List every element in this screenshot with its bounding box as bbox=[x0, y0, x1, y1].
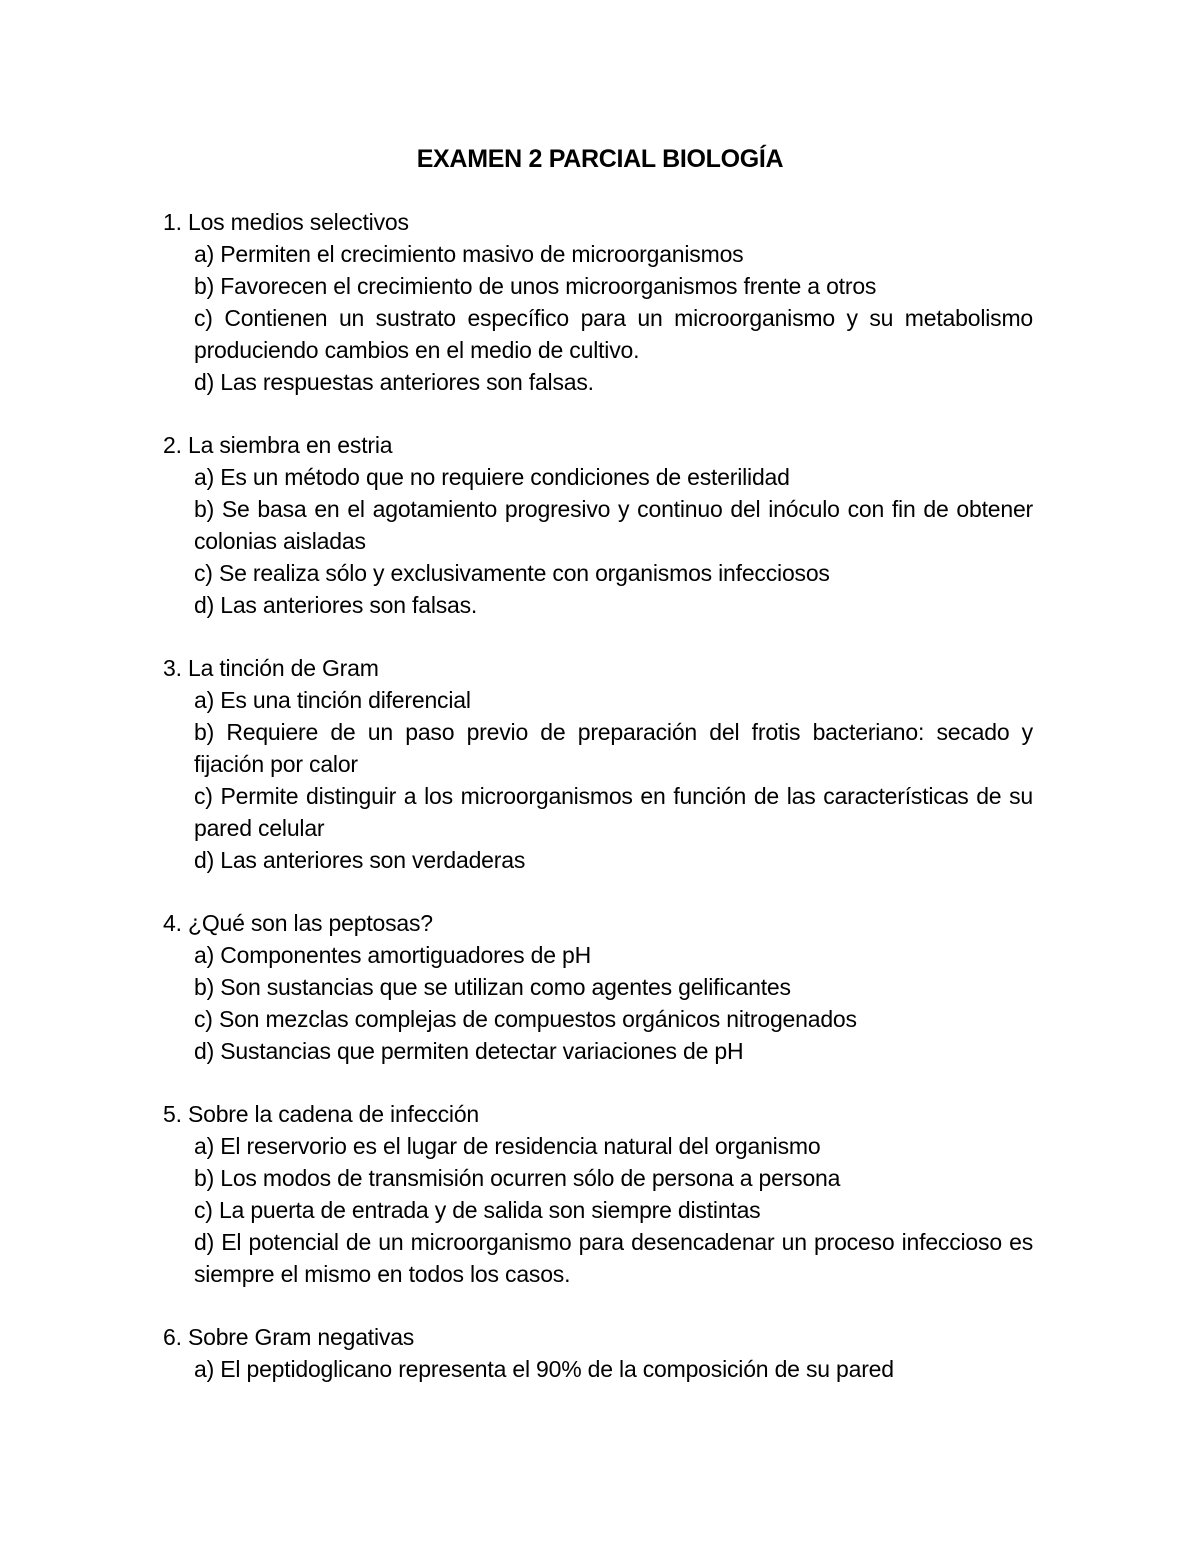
question-5 bbox=[163, 1098, 1033, 1290]
option-d: d) Las respuestas anteriores son falsas. bbox=[194, 369, 594, 395]
option-a: a) Es una tinción diferencial bbox=[194, 687, 471, 713]
option-d: d) Las anteriores son verdaderas bbox=[194, 847, 526, 873]
question-stem: 4. ¿Qué son las peptosas? bbox=[163, 910, 433, 936]
option-b: b) Requiere de un paso previo de preparación del frotis bacteriano: secado y fijación por calor bbox=[194, 719, 1033, 777]
option-list bbox=[163, 1130, 1033, 1290]
question-stem: 6. Sobre Gram negativas bbox=[163, 1324, 415, 1350]
question-stem: 5. Sobre la cadena de infección bbox=[163, 1101, 480, 1127]
option-d: d) Las anteriores son falsas. bbox=[194, 592, 478, 618]
option-b: b) Los modos de transmisión ocurren sólo de persona a persona bbox=[194, 1165, 841, 1191]
option-c: c) La puerta de entrada y de salida son siempre distintas bbox=[194, 1197, 761, 1223]
question-3 bbox=[163, 652, 1033, 876]
page-title: EXAMEN 2 PARCIAL BIOLOGÍA bbox=[416, 145, 784, 173]
option-b: b) Se basa en el agotamiento progresivo y continuo del inóculo con fin de obtener colonias aisladas bbox=[194, 496, 1033, 554]
option-c: c) Se realiza sólo y exclusivamente con organismos infecciosos bbox=[194, 560, 830, 586]
question-stem: 2. La siembra en estria bbox=[163, 432, 393, 458]
option-list bbox=[163, 1353, 1033, 1385]
option-a: a) Permiten el crecimiento masivo de microorganismos bbox=[194, 241, 744, 267]
option-b: b) Favorecen el crecimiento de unos microorganismos frente a otros bbox=[194, 273, 877, 299]
question-list bbox=[163, 206, 1033, 1416]
option-list bbox=[163, 238, 1033, 398]
option-a: a) El reservorio es el lugar de residencia natural del organismo bbox=[194, 1133, 821, 1159]
option-a: a) El peptidoglicano representa el 90% de la composición de su pared bbox=[194, 1356, 894, 1382]
option-c: c) Son mezclas complejas de compuestos orgánicos nitrogenados bbox=[194, 1006, 857, 1032]
question-stem: 3. La tinción de Gram bbox=[163, 655, 379, 681]
question-2 bbox=[163, 429, 1033, 621]
question-6 bbox=[163, 1321, 1033, 1385]
question-1 bbox=[163, 206, 1033, 398]
option-d: d) Sustancias que permiten detectar variaciones de pH bbox=[194, 1038, 744, 1064]
question-stem: 1. Los medios selectivos bbox=[163, 209, 409, 235]
option-a: a) Es un método que no requiere condiciones de esterilidad bbox=[194, 464, 790, 490]
option-b: b) Son sustancias que se utilizan como agentes gelificantes bbox=[194, 974, 791, 1000]
option-list bbox=[163, 939, 1033, 1067]
question-4 bbox=[163, 907, 1033, 1067]
option-a: a) Componentes amortiguadores de pH bbox=[194, 942, 592, 968]
option-c: c) Permite distinguir a los microorganismos en función de las características de su pared celular bbox=[194, 783, 1033, 841]
option-d: d) El potencial de un microorganismo para desencadenar un proceso infeccioso es siempre el mismo en todos los casos. bbox=[194, 1229, 1033, 1287]
option-list bbox=[163, 684, 1033, 876]
option-c: c) Contienen un sustrato específico para un microorganismo y su metabolismo produciendo cambios en el medio de cultivo. bbox=[194, 305, 1033, 363]
option-list bbox=[163, 461, 1033, 621]
